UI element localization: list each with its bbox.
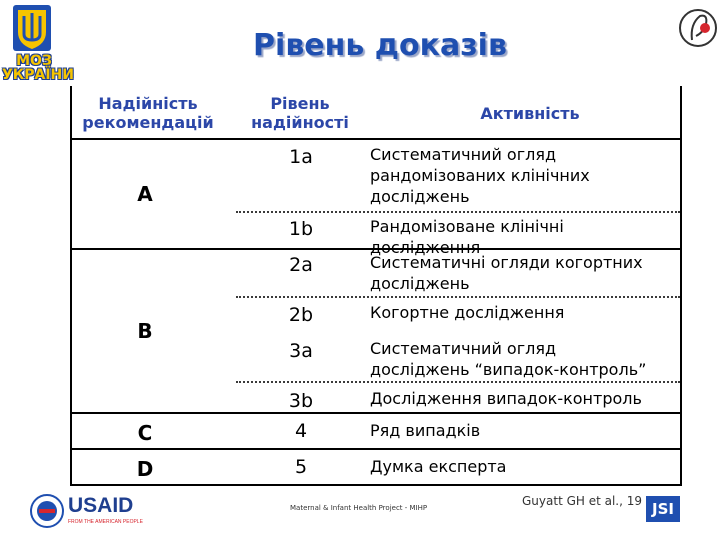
project-name: Maternal & Infant Health Project - MIHP xyxy=(290,504,428,512)
header-level: Рівень надійності xyxy=(251,94,349,132)
level-5: 5 xyxy=(294,456,308,478)
level-3a: 3a xyxy=(289,340,313,362)
moz-logo-text: МОЗ УКРАЇНИ xyxy=(2,53,74,83)
level-2b: 2b xyxy=(288,304,314,326)
activity-3b: Дослідження випадок-контроль xyxy=(370,389,642,408)
jsi-logo: JSI xyxy=(646,496,680,522)
evidence-level-table xyxy=(70,86,682,486)
citation: Guyatt GH et al., 19 xyxy=(522,494,643,508)
usaid-logo xyxy=(30,492,150,530)
grade-d: D xyxy=(136,457,154,481)
level-1b: 1b xyxy=(288,218,314,240)
activity-3a: Систематичний огляд досліджень “випадок-контроль” xyxy=(370,339,647,379)
header-activity: Активність xyxy=(480,104,580,123)
table-header-divider xyxy=(70,138,682,140)
grade-b: B xyxy=(137,319,153,343)
row-divider xyxy=(236,296,680,298)
level-1a: 1a xyxy=(289,146,313,168)
level-3b: 3b xyxy=(288,390,314,412)
grade-a: A xyxy=(137,182,153,206)
activity-5: Думка експерта xyxy=(370,457,507,476)
usaid-seal-icon xyxy=(30,494,64,528)
grade-divider xyxy=(70,412,682,414)
activity-4: Ряд випадків xyxy=(370,421,481,440)
grade-c: C xyxy=(137,421,153,445)
activity-1b: Рандомізоване клінічні дослідження xyxy=(370,217,564,257)
header-grade: Надійність рекомендацій xyxy=(82,94,214,132)
page-title: Рівень доказів xyxy=(253,28,507,63)
activity-2a: Систематичні огляди когортних досліджень xyxy=(370,253,643,293)
row-divider xyxy=(236,211,680,213)
table-bottom-border xyxy=(70,484,682,486)
mother-child-logo-icon xyxy=(678,6,718,48)
level-4: 4 xyxy=(294,420,308,442)
level-2a: 2a xyxy=(289,254,313,276)
activity-2b: Когортне дослідження xyxy=(370,303,565,322)
activity-1a: Систематичний огляд рандомізованих клінічних досліджень xyxy=(370,145,590,206)
grade-divider xyxy=(70,448,682,450)
row-divider xyxy=(236,381,680,383)
table-divider xyxy=(680,86,682,486)
usaid-tagline: FROM THE AMERICAN PEOPLE xyxy=(68,519,143,525)
usaid-wordmark: USAID xyxy=(68,494,134,517)
